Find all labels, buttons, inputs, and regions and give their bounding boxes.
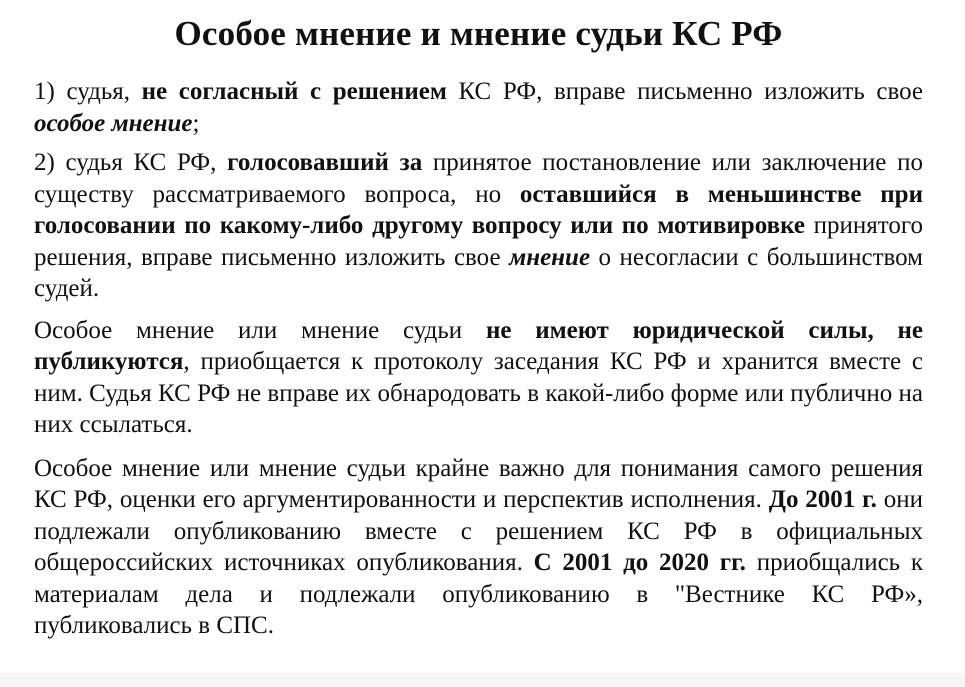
text: 2) судья КС РФ,: [34, 149, 228, 176]
bottom-strip: [0, 673, 965, 687]
bold-italic-term: [509, 244, 590, 271]
bold-text: не имеют юридической силы, не публикуются: [34, 316, 924, 375]
bold-date: С 2001 до 2020 гг.: [533, 549, 746, 576]
slide-title: Особое мнение и мнение судьи КС РФ: [174, 14, 783, 53]
text: они подлежали опубликованию вместе с решением КС РФ в официальных общероссийских источниках опубликования.: [34, 486, 924, 576]
bold-date: До 2001 г.: [768, 486, 877, 513]
bold-text: оставшийся в меньшинстве при голосовании по какому-либо другому вопросу или по мотивировке: [34, 180, 923, 239]
term-dissenting-opinion: особое мнение: [34, 109, 193, 137]
text: 1) судья,: [34, 78, 142, 105]
text: о несогласии с большинством судей.: [34, 243, 923, 302]
paragraph-publication: [34, 453, 923, 642]
text: КС РФ, вправе письменно изложить свое: [446, 78, 923, 105]
text: принятого решения, вправе письменно изложить свое: [34, 212, 923, 271]
text: Особое мнение или мнение судьи: [34, 316, 486, 344]
text: принятое постановление или заключение по существу рассматриваемого вопроса, но: [34, 149, 923, 208]
text: , приобщается к протоколу заседания КС РФ и хранится вместе с ним. Судья КС РФ не вправе их обнародовать в какой-либо форме или публично на них ссылаться.: [34, 348, 923, 438]
term-opinion: мнение: [509, 243, 591, 271]
bold-text: не согласный с решением: [141, 78, 447, 105]
bold-italic-term: [34, 110, 192, 137]
paragraph-dissenting-opinion: [34, 76, 923, 139]
text: приобщались к материалам дела и подлежали опубликованию в "Вестнике КС РФ», публиковались в СПС.: [34, 549, 923, 639]
text: Особое мнение или мнение судьи крайне важно для понимания самого решения КС РФ, оценки его аргументированности и перспектив исполнения.: [34, 454, 923, 513]
paragraph-concurring-opinion: [34, 147, 923, 305]
bold-text: голосовавший за: [227, 149, 423, 176]
text: ;: [192, 109, 200, 137]
paragraph-legal-force: [34, 315, 923, 441]
